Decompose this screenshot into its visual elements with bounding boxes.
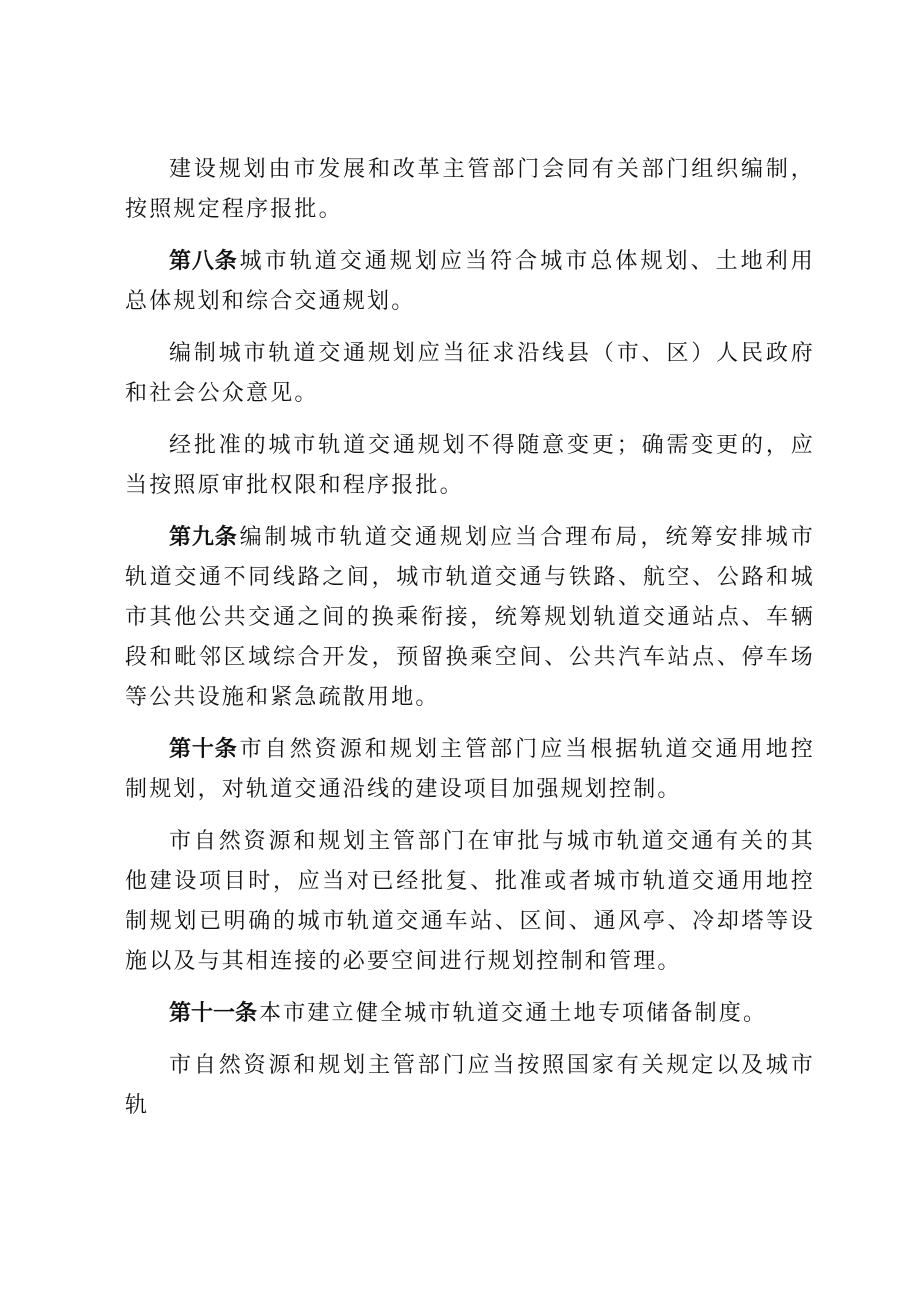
article-8-paragraph xyxy=(125,242,815,322)
paragraph-text: 城市轨道交通规划应当符合城市总体规划、土地利用总体规划和综合交通规划。 xyxy=(125,249,815,314)
paragraph-text: 市自然资源和规划主管部门在审批与城市轨道交通有关的其他建设项目时，应当对已经批复、批准或者城市轨道交通用地控制规划已明确的城市轨道交通车站、区间、通风亭、冷却塔等设施以及与其相连接的必要空间进行规划控制和管理。 xyxy=(125,829,815,974)
paragraph-construction-plan xyxy=(125,150,815,230)
article-11-paragraph xyxy=(125,994,815,1034)
paragraph-text: 市自然资源和规划主管部门应当根据轨道交通用地控制规划，对轨道交通沿线的建设项目加强规划控制。 xyxy=(125,737,815,802)
article-number: 第八条 xyxy=(169,249,238,274)
paragraph-land-reserve xyxy=(125,1046,815,1126)
article-number: 第十一条 xyxy=(169,1001,258,1026)
paragraph-text: 经批准的城市轨道交通规划不得随意变更；确需变更的，应当按照原审批权限和程序报批。 xyxy=(125,433,815,498)
paragraph-plan-change xyxy=(125,426,815,506)
paragraph-text: 本市建立健全城市轨道交通土地专项储备制度。 xyxy=(259,1001,768,1026)
article-number: 第十条 xyxy=(169,737,238,762)
article-9-paragraph xyxy=(125,518,815,718)
document-body xyxy=(125,150,815,1138)
article-10-paragraph xyxy=(125,730,815,810)
paragraph-text: 编制城市轨道交通规划应当征求沿线县（市、区）人民政府和社会公众意见。 xyxy=(125,341,815,406)
paragraph-planning-control xyxy=(125,822,815,982)
paragraph-text: 市自然资源和规划主管部门应当按照国家有关规定以及城市轨 xyxy=(125,1053,815,1118)
paragraph-public-opinion xyxy=(125,334,815,414)
article-number: 第九条 xyxy=(169,525,238,550)
paragraph-text: 编制城市轨道交通规划应当合理布局，统筹安排城市轨道交通不同线路之间，城市轨道交通与铁路、航空、公路和城市其他公共交通之间的换乘衔接，统筹规划轨道交通站点、车辆段和毗邻区域综合开发，预留换乘空间、公共汽车站点、停车场等公共设施和紧急疏散用地。 xyxy=(125,525,815,710)
paragraph-text: 建设规划由市发展和改革主管部门会同有关部门组织编制，按照规定程序报批。 xyxy=(125,157,815,222)
